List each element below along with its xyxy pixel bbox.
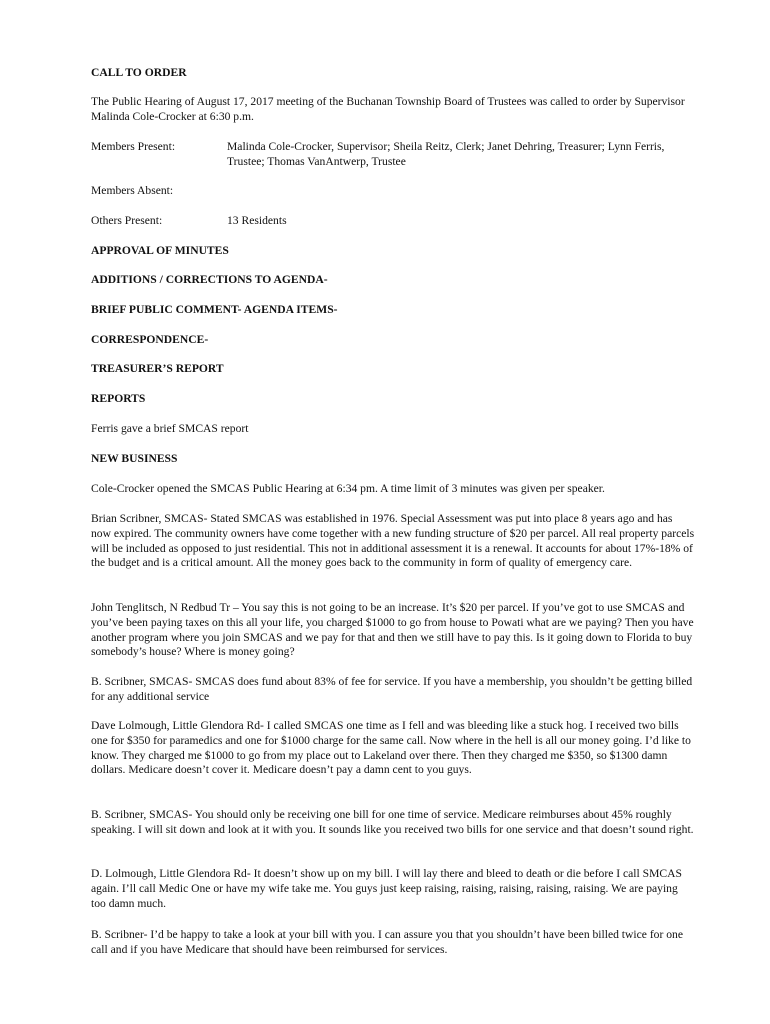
members-present-label: Members Present: xyxy=(91,140,176,153)
paragraph-lolmough-2: D. Lolmough, Little Glendora Rd- It doesn’t show up on my bill. I will lay there and bleed to death or die before I call SMCAS again. I’ll call Medic One or have my wife take me. You guys just keep raising, raising, raising, raising, raising. We are paying too damn much. xyxy=(91,867,682,910)
paragraph-tenglitsch: John Tenglitsch, N Redbud Tr – You say this is not going to be an increase. It’s $20 per parcel. If you’ve got to use SMCAS and you’ve been paying taxes on this all your life, you charged $1000 to go from house to Powati what are we paying? Then you have another program where you join SMCAS and we pay for that and then we still have to pay this. Is it going down to Florida to buy somebody’s house? Where is money going? xyxy=(91,601,694,659)
paragraph-hearing-opened: Cole-Crocker opened the SMCAS Public Hearing at 6:34 pm. A time limit of 3 minutes was given per speaker. xyxy=(91,482,605,495)
paragraph-scribner-1: Brian Scribner, SMCAS- Stated SMCAS was established in 1976. Special Assessment was put into place 8 years ago and has now expired. The community owners have come together with a new funding structure of $20 per parcel. All real property parcels will be included as opposed to just residential. This not in additional assessment it is a renewal. It accounts for about 17%-18% of the budget and is a critical amount. All the money goes back to the community in form of quality of emergency care. xyxy=(91,512,695,570)
others-present-value: 13 Residents xyxy=(227,214,287,227)
reports-text: Ferris gave a brief SMCAS report xyxy=(91,422,249,435)
members-absent-label: Members Absent: xyxy=(91,184,174,197)
paragraph-scribner-2: B. Scribner, SMCAS- SMCAS does fund about 83% of fee for service. If you have a membership, you shouldn’t be getting billed for any additional service xyxy=(91,675,693,703)
approval-of-minutes-heading: APPROVAL OF MINUTES xyxy=(91,244,229,257)
members-present-value: Malinda Cole-Crocker, Supervisor; Sheila Reitz, Clerk; Janet Dehring, Treasurer; Lynn Ferris, Trustee; Thomas VanAntwerp, Trustee xyxy=(227,140,665,168)
reports-heading: REPORTS xyxy=(91,392,146,405)
correspondence-heading: CORRESPONDENCE- xyxy=(91,333,209,346)
paragraph-scribner-4: B. Scribner- I’d be happy to take a look at your bill with you. I can assure you that you shouldn’t have been billed twice for one call and if you have Medicare that should have been reimbursed for services. xyxy=(91,928,683,956)
others-present-label: Others Present: xyxy=(91,214,163,227)
call-to-order-text: The Public Hearing of August 17, 2017 meeting of the Buchanan Township Board of Trustees was called to order by Supervisor Malinda Cole-Crocker at 6:30 p.m. xyxy=(91,95,685,123)
treasurers-report-heading: TREASURER’S REPORT xyxy=(91,362,224,375)
brief-public-comment-heading: BRIEF PUBLIC COMMENT- AGENDA ITEMS- xyxy=(91,303,338,316)
new-business-heading: NEW BUSINESS xyxy=(91,452,178,465)
additions-corrections-heading: ADDITIONS / CORRECTIONS TO AGENDA- xyxy=(91,273,328,286)
paragraph-lolmough-1: Dave Lolmough, Little Glendora Rd- I called SMCAS one time as I fell and was bleeding like a stuck hog. I received two bills one for $350 for paramedics and one for $1000 charge for the same call. Now where in the hell is all our money going. I’d like to know. They charged me $1000 to go from my place out to Lakeland over there. Then they charged me $350, so $1300 damn dollars. Medicare doesn’t cover it. Medicare doesn’t pay a damn cent to you guys. xyxy=(91,719,691,777)
call-to-order-heading: CALL TO ORDER xyxy=(91,66,187,79)
paragraph-scribner-3: B. Scribner, SMCAS- You should only be receiving one bill for one time of service. Medicare reimburses about 45% roughly speaking. I will sit down and look at it with you. It sounds like you received two bills for one service and that doesn’t sound right. xyxy=(91,808,694,836)
